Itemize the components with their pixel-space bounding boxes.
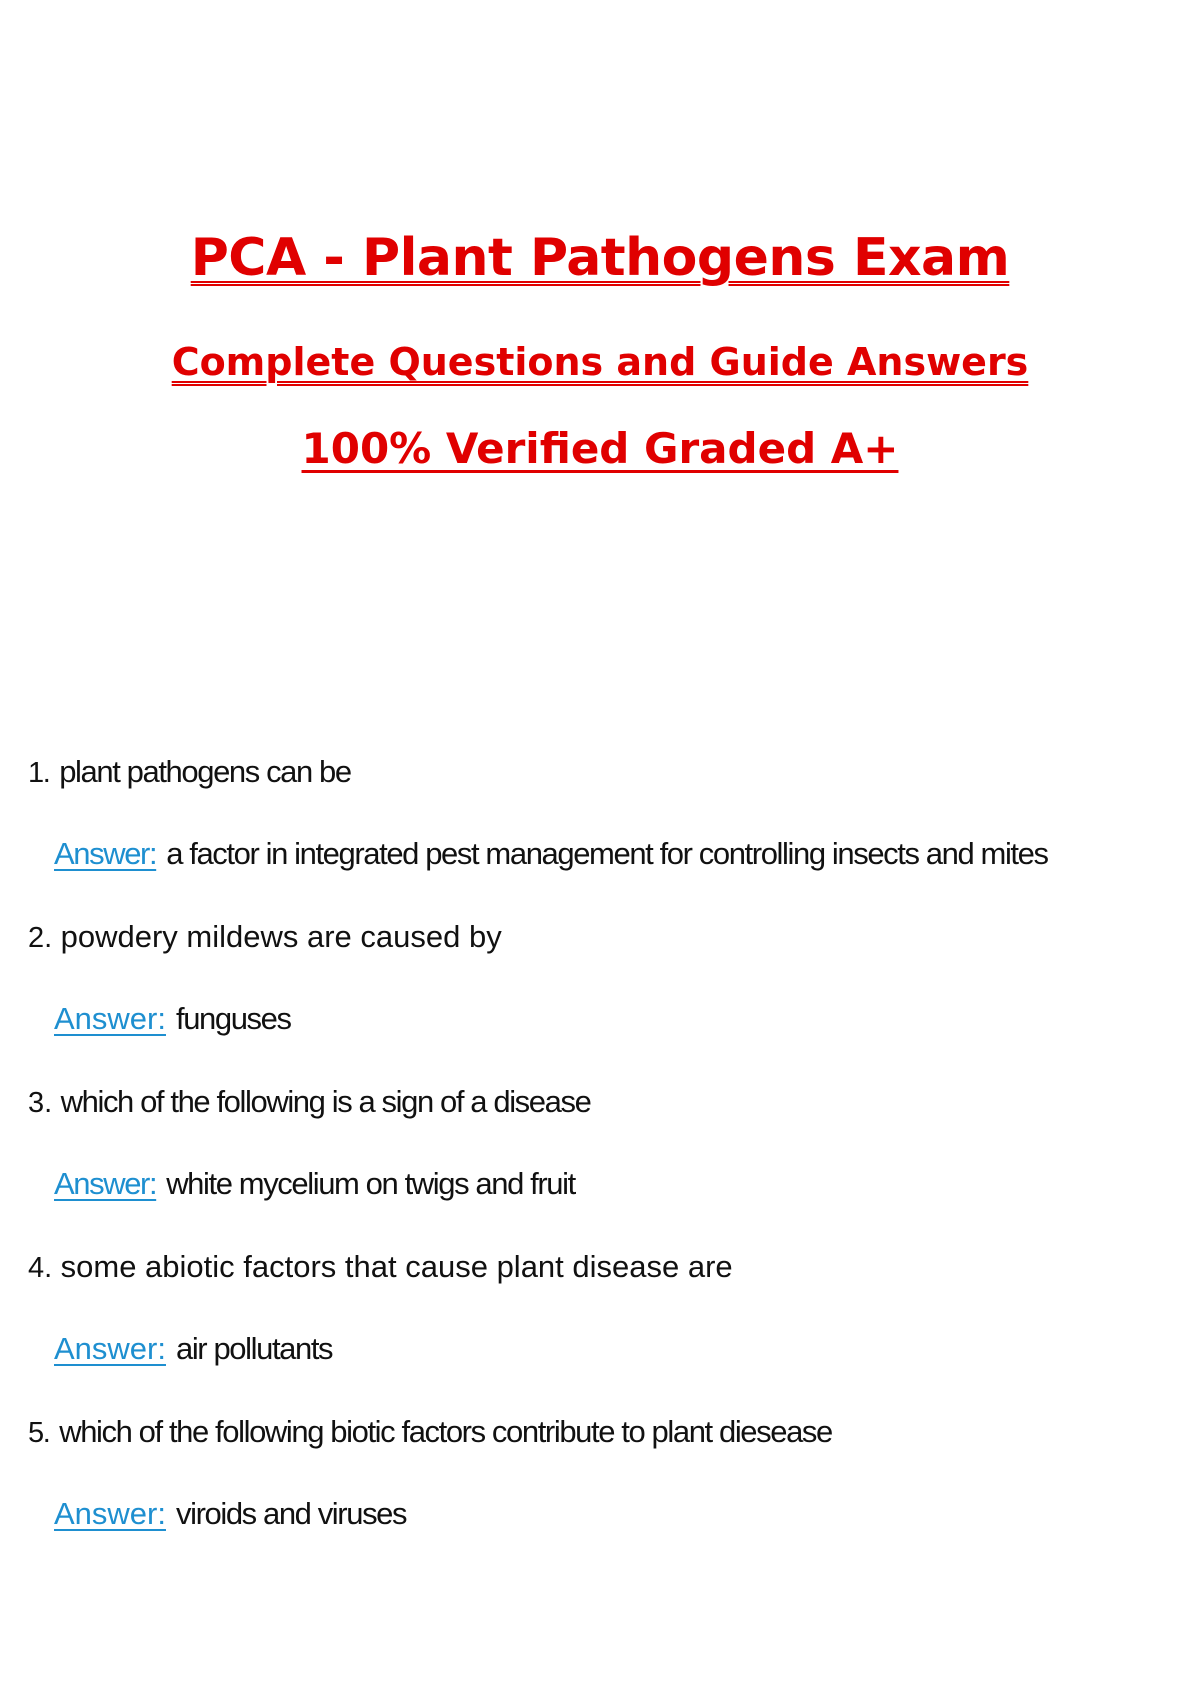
question-2 (28, 917, 1178, 957)
question-1 (28, 752, 1178, 792)
answer-label: Answer: (54, 1001, 166, 1036)
qa-item-2 (28, 917, 1178, 1039)
question-number: 5. (28, 1417, 50, 1449)
qa-item-4 (28, 1247, 1178, 1369)
question-3 (28, 1082, 1178, 1122)
exam-grade (0, 424, 1200, 473)
question-text: which of the following is a sign of a disease (60, 1084, 591, 1119)
answer-text: viroids and viruses (175, 1496, 407, 1531)
question-text: which of the following biotic factors contribute to plant diesease (59, 1414, 832, 1449)
answer-1 (54, 834, 1178, 874)
answer-label: Answer: (54, 1166, 157, 1201)
question-text: plant pathogens can be (59, 754, 351, 789)
question-number: 4. (28, 1252, 53, 1284)
exam-subtitle-text: Complete Questions and Guide Answers (171, 340, 1029, 384)
answer-2 (54, 999, 1178, 1039)
exam-grade-text: 100% Verified Graded A+ (301, 424, 899, 473)
question-number: 1. (28, 757, 50, 789)
answer-label: Answer: (54, 1331, 166, 1366)
answer-4 (54, 1329, 1178, 1369)
exam-title-text: PCA - Plant Pathogens Exam (190, 228, 1010, 288)
question-text: powdery mildews are caused by (60, 919, 502, 954)
answer-text: white mycelium on twigs and fruit (166, 1166, 575, 1201)
question-list (28, 752, 1178, 1534)
exam-subtitle (0, 340, 1200, 384)
question-4 (28, 1247, 1178, 1287)
exam-title (0, 228, 1200, 288)
qa-item-5 (28, 1412, 1178, 1534)
answer-5 (54, 1494, 1178, 1534)
answer-text: a factor in integrated pest management for controlling insects and mites (166, 836, 1048, 871)
question-5 (28, 1412, 1178, 1452)
question-number: 3. (28, 1087, 53, 1119)
answer-text: funguses (175, 1001, 291, 1036)
qa-item-3 (28, 1082, 1178, 1204)
answer-label: Answer: (54, 836, 157, 871)
question-number: 2. (28, 922, 53, 954)
qa-item-1 (28, 752, 1178, 874)
answer-label: Answer: (54, 1496, 166, 1531)
answer-text: air pollutants (175, 1331, 333, 1366)
answer-3 (54, 1164, 1178, 1204)
question-text: some abiotic factors that cause plant disease are (60, 1249, 733, 1284)
